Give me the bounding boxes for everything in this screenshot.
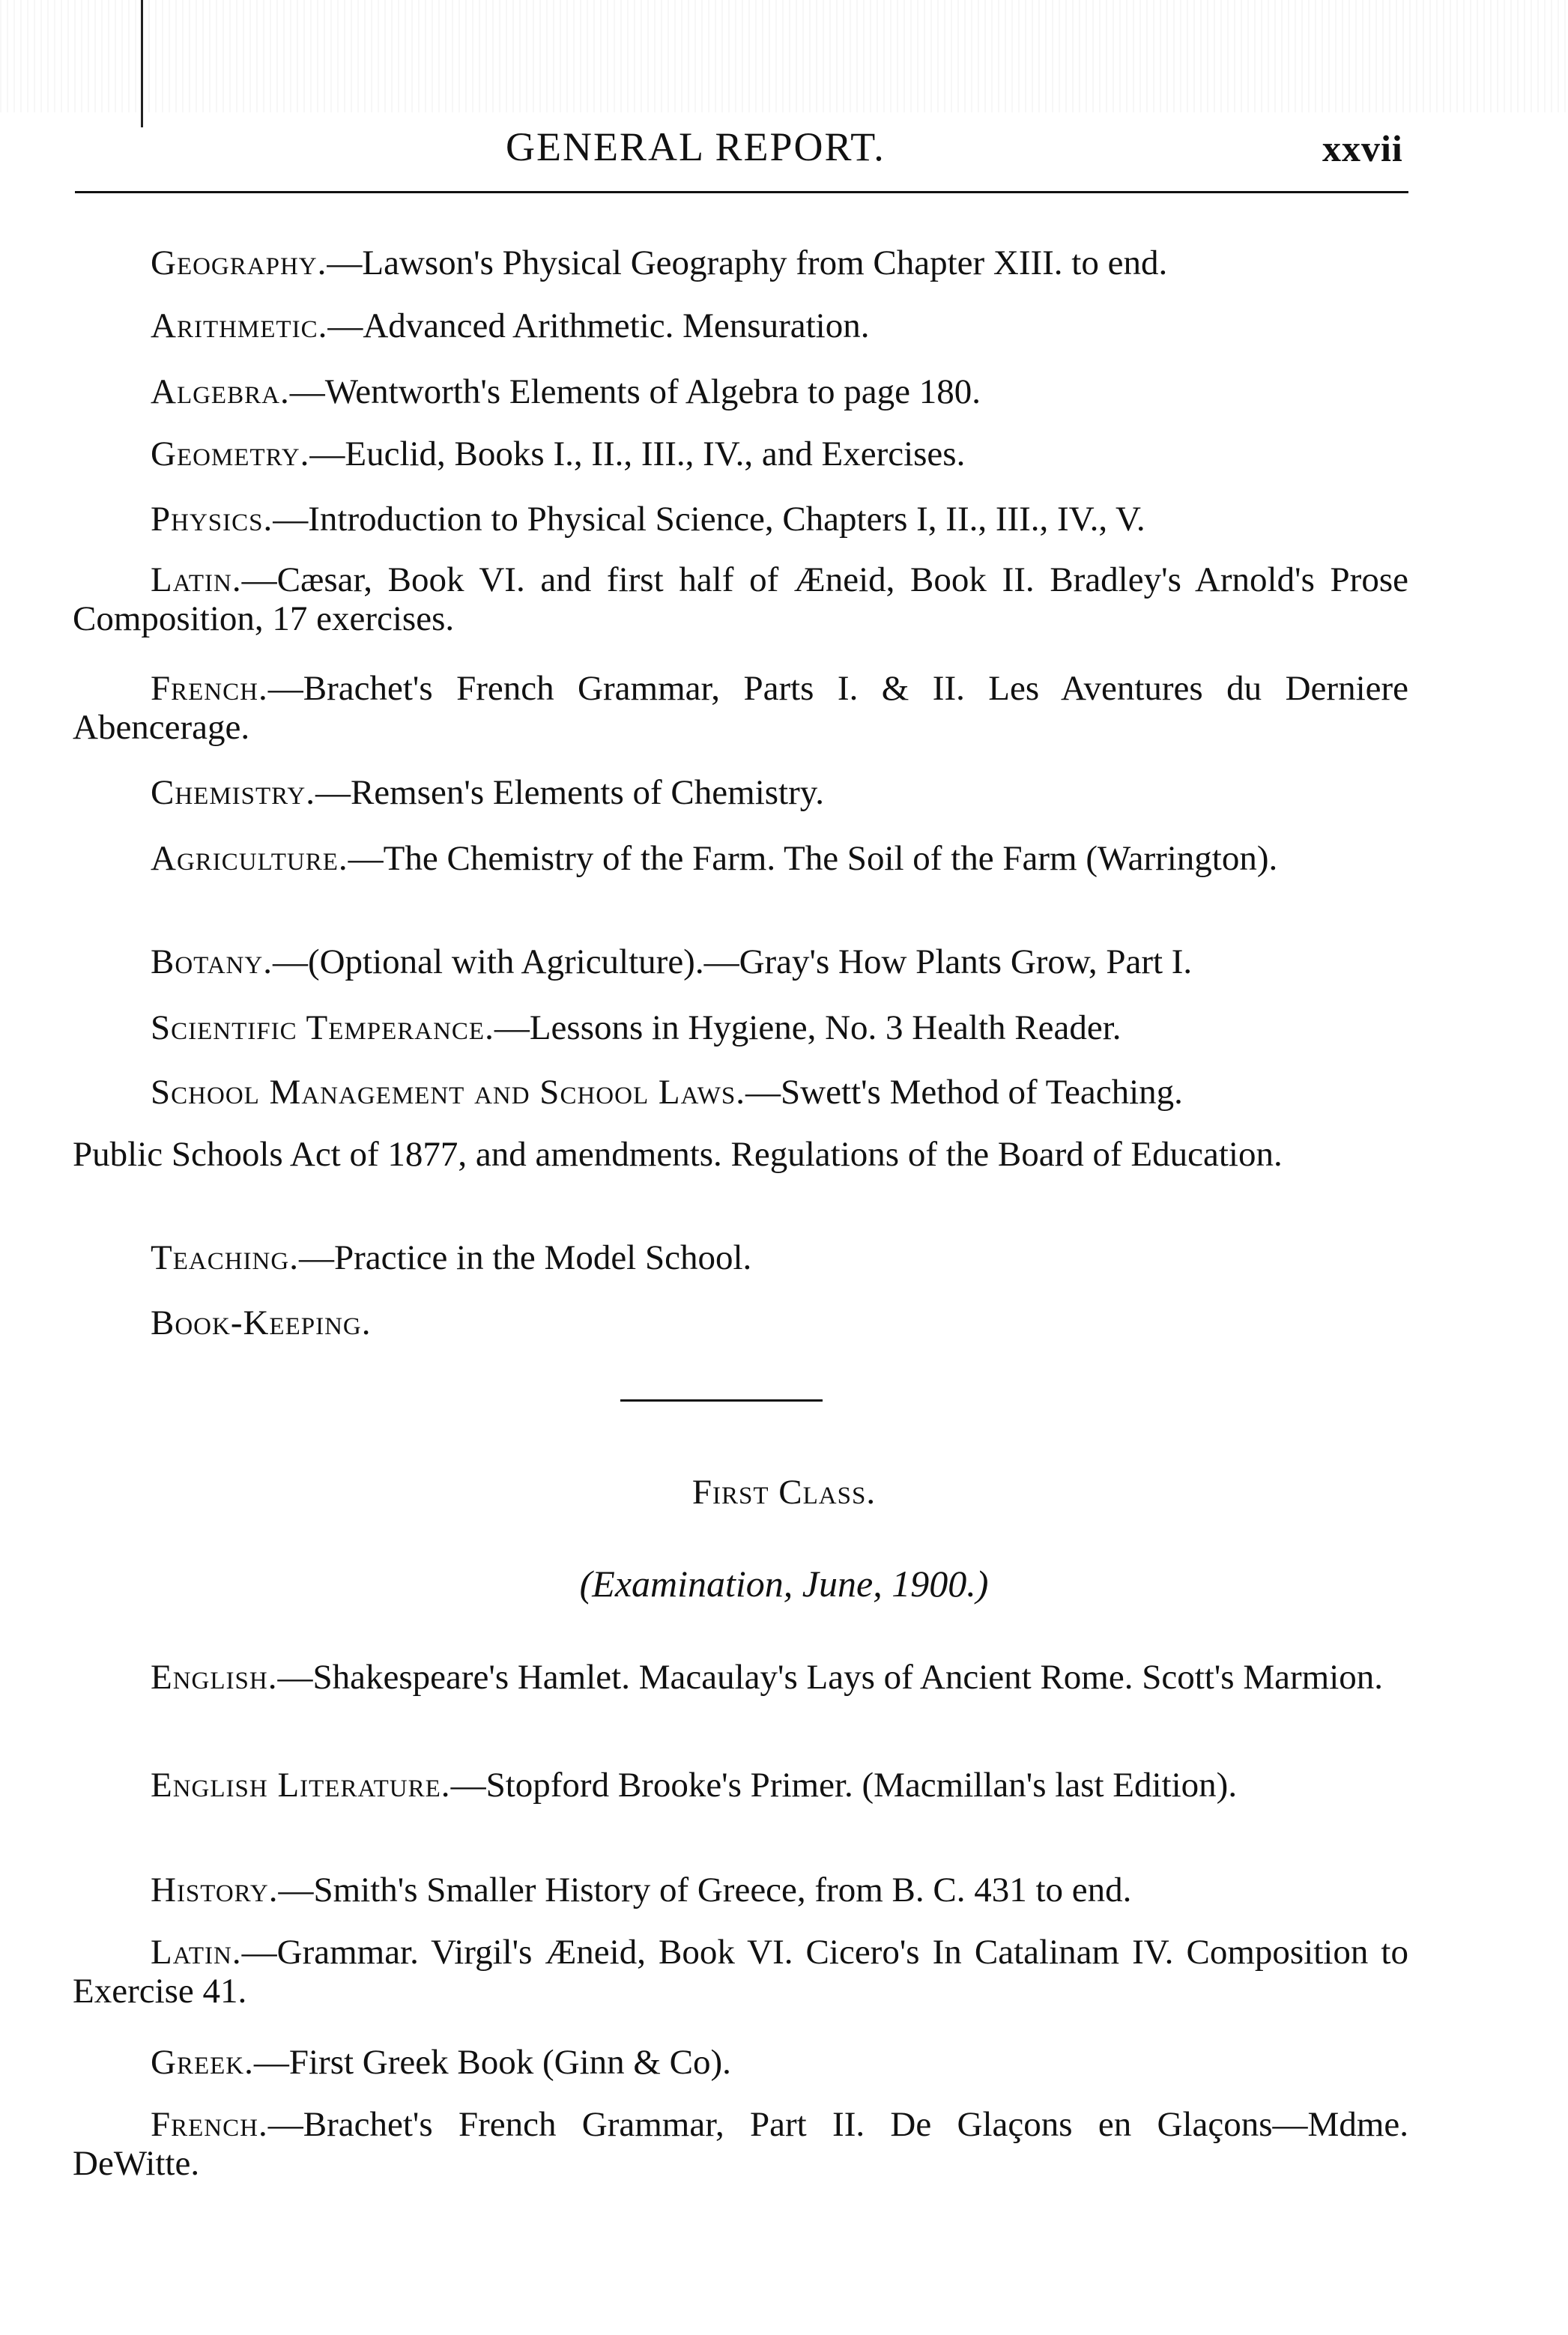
entry-lead: Latin. (151, 1933, 242, 1972)
running-head (0, 124, 1568, 169)
entry-text: —Shakespeare's Hamlet. Macaulay's Lays of Ancient Rome. Scott's Marmion. (277, 1658, 1384, 1697)
entry-text: —Practice in the Model School. (298, 1238, 752, 1277)
entry-latin (73, 560, 1408, 638)
entry-lead: Book-Keeping. (151, 1303, 372, 1342)
entry-school-management (73, 1073, 1408, 1112)
entry-lead: Scientific Temperance. (151, 1008, 494, 1047)
entry-lead: Arithmetic. (151, 306, 328, 345)
entry-lead: English Literature. (151, 1766, 451, 1805)
entry-arithmetic (73, 306, 1408, 345)
margin-rule (141, 0, 143, 127)
entry-lead: French. (151, 2105, 268, 2144)
entry-lead: Greek. (151, 2043, 254, 2082)
entry-text: —Advanced Arithmetic. Mensuration. (327, 306, 870, 345)
entry-text: —Wentworth's Elements of Algebra to page 180. (289, 372, 981, 411)
entry-text: —Remsen's Elements of Chemistry. (315, 773, 824, 812)
entry-text: —Cæsar, Book VI. and first half of Æneid, Book II. Bradley's Arnold's Prose Composition, 17 exercises. (73, 560, 1408, 638)
entry-french (73, 669, 1408, 747)
entry-lead: Teaching. (151, 1238, 299, 1277)
header-rule (75, 191, 1408, 193)
entry-scientific-temperance (73, 1008, 1408, 1047)
entry-text: —(Optional with Agriculture).—Gray's How Plants Grow, Part I. (272, 942, 1193, 981)
entry-lead: School Management and School Laws. (151, 1073, 746, 1112)
entry-lead: English. (151, 1658, 278, 1697)
entry-botany (73, 942, 1408, 981)
entry-text: —The Chemistry of the Farm. The Soil of the Farm (Warrington). (348, 839, 1278, 878)
entry-english-literature (73, 1766, 1408, 1805)
entry-lead: Geometry. (151, 434, 310, 473)
entry-lead: Algebra. (151, 372, 290, 411)
entry-text: —Swett's Method of Teaching. (745, 1073, 1183, 1112)
entry-text: —Lessons in Hygiene, No. 3 Health Reader. (494, 1008, 1121, 1047)
entry-geography (73, 243, 1408, 282)
scan-edge-texture (0, 0, 1568, 112)
entry-text: —First Greek Book (Ginn & Co). (253, 2043, 731, 2082)
entry-history (73, 1871, 1408, 1910)
entry-text: —Brachet's French Grammar, Part II. De Glaçons en Glaçons—Mdme. DeWitte. (73, 2105, 1408, 2183)
entry-text: Public Schools Act of 1877, and amendments. Regulations of the Board of Education. (73, 1135, 1283, 1174)
entry-physics (73, 500, 1408, 539)
entry-text: —Euclid, Books I., II., III., IV., and Exercises. (309, 434, 966, 473)
entry-lead: Physics. (151, 500, 273, 539)
entry-text: —Lawson's Physical Geography from Chapter XIII. to end. (327, 243, 1168, 282)
entry-algebra (73, 372, 1408, 411)
entry-chemistry (73, 773, 1408, 812)
entry-lead: Botany. (151, 942, 273, 981)
entry-book-keeping (73, 1303, 1408, 1342)
entry-lead: Latin. (151, 560, 242, 599)
entry-latin-first-class (73, 1933, 1408, 2011)
entry-lead: Geography. (151, 243, 327, 282)
entry-greek (73, 2043, 1408, 2082)
page-number: xxvii (1322, 127, 1403, 169)
entry-text: —Brachet's French Grammar, Parts I. & II. Les Aventures du Derniere Abencerage. (73, 669, 1408, 747)
section-divider (620, 1399, 823, 1402)
entry-lead: French. (151, 669, 268, 708)
entry-lead: History. (151, 1871, 279, 1910)
entry-text: —Smith's Smaller History of Greece, from B. C. 431 to end. (278, 1871, 1132, 1910)
entry-text: —Stopford Brooke's Primer. (Macmillan's last Edition). (450, 1766, 1238, 1805)
entry-geometry (73, 434, 1408, 473)
entry-english (73, 1658, 1408, 1697)
entry-lead: Chemistry. (151, 773, 315, 812)
entry-teaching (73, 1238, 1408, 1277)
entry-agriculture (73, 839, 1408, 878)
page-title: GENERAL REPORT. (506, 124, 886, 169)
section-subtitle: (Examination, June, 1900.) (579, 1563, 989, 1605)
entry-text: —Introduction to Physical Science, Chapters I, II., III., IV., V. (273, 500, 1145, 539)
entry-school-laws-continued (73, 1135, 1408, 1174)
entry-french-first-class (73, 2105, 1408, 2183)
section-title: First Class. (691, 1473, 877, 1512)
entry-lead: Agriculture. (151, 839, 348, 878)
entry-text: —Grammar. Virgil's Æneid, Book VI. Cicero's In Catalinam IV. Composition to Exercise 41. (73, 1933, 1408, 2011)
